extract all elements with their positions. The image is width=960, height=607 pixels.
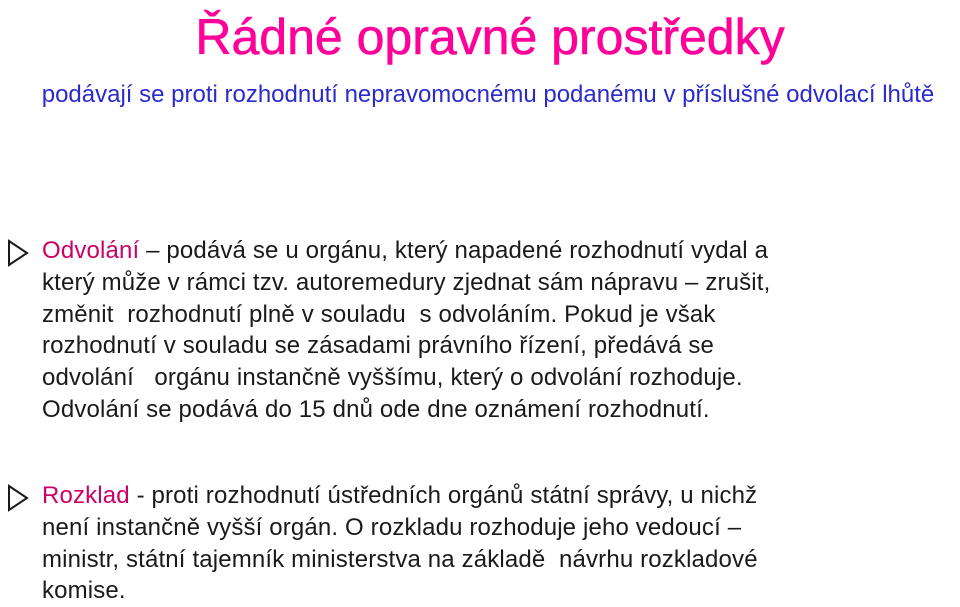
bullet-text <box>42 235 956 426</box>
bullet-text <box>42 480 956 607</box>
bullet-line: není instančně vyšší orgán. O rozkladu rozhoduje jeho vedoucí – <box>42 513 742 541</box>
bullet-line <box>42 480 956 512</box>
bullet-line: odvolání orgánu instančně vyššímu, který o odvolání rozhoduje. <box>42 364 743 392</box>
bullet-line-text: – podává se u orgánu, který napadené rozhodnutí vydal a <box>139 237 769 264</box>
bullet-line: ministr, státní tajemník ministerstva na základě návrhu rozkladové <box>42 545 758 573</box>
term-odvolani: Odvolání <box>42 237 140 264</box>
term-rozklad: Rozklad <box>42 482 130 509</box>
bullet-line: rozhodnutí v souladu se zásadami právního řízení, předává se <box>42 332 715 360</box>
arrow-bullet-icon <box>6 238 36 268</box>
bullet-line: komise. <box>42 577 126 605</box>
bullet-line-text: - proti rozhodnutí ústředních orgánů státní správy, u nichž <box>129 482 758 509</box>
slide-title: Řádné opravné prostředky <box>195 9 785 65</box>
arrow-bullet-icon <box>6 483 36 513</box>
bullet-line <box>42 235 956 267</box>
bullet-rozklad <box>6 480 956 607</box>
bullet-odvolani <box>6 235 956 426</box>
bullet-line: který může v rámci tzv. autoremedury zjednat sám nápravu – zrušit, <box>42 268 771 296</box>
bullet-line: Odvolání se podává do 15 dnů ode dne oznámení rozhodnutí. <box>42 395 710 423</box>
bullet-line: změnit rozhodnutí plně v souladu s odvoláním. Pokud je však <box>42 300 716 328</box>
slide-subtitle: podávají se proti rozhodnutí nepravomocnému podanému v příslušné odvolací lhůtě <box>41 81 935 108</box>
